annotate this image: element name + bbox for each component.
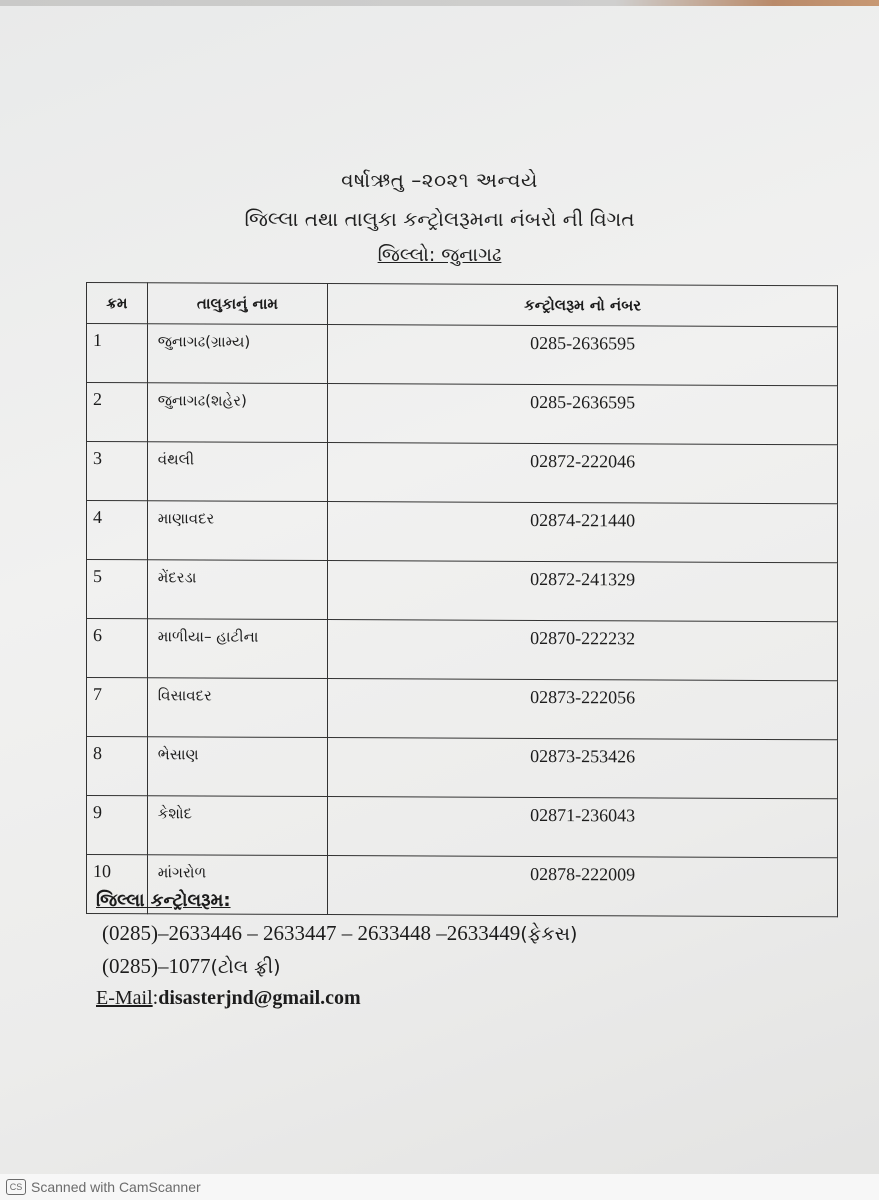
row-phone-number: 02872-222046 (328, 443, 838, 504)
control-room-table (86, 282, 838, 917)
fax-label: (ફેકસ) (520, 923, 578, 945)
table-row (87, 737, 838, 799)
scanner-text: Scanned with CamScanner (31, 1179, 201, 1195)
toll-free-number (102, 954, 856, 979)
table-row (87, 560, 838, 622)
table-body (87, 324, 838, 917)
camscanner-logo-icon: CS (6, 1179, 26, 1195)
email-line (96, 987, 856, 1010)
table-row (87, 678, 838, 740)
toll-free-label: (ટોલ ફ્રી) (210, 956, 281, 978)
row-serial: 6 (87, 619, 148, 678)
table-header-row (87, 283, 838, 327)
table-row (87, 383, 838, 445)
row-phone-number: 02872-241329 (328, 561, 838, 622)
row-taluka-name: વંથલી (147, 442, 327, 502)
top-edge-strip (0, 0, 879, 6)
row-taluka-name: ભેસાણ (147, 737, 327, 797)
email-separator: : (152, 987, 159, 1009)
row-phone-number: 02870-222232 (328, 620, 838, 681)
row-serial: 4 (87, 501, 148, 560)
scanner-watermark (0, 1174, 879, 1200)
row-taluka-name: જુનાગઢ(શહેર) (147, 383, 327, 443)
row-serial: 9 (87, 796, 148, 855)
district-label: જિલ્લો: જુનાગઢ (377, 244, 502, 266)
row-phone-number: 02878-222009 (328, 856, 838, 917)
row-taluka-name: મેંદરડા (147, 560, 327, 620)
table-row (87, 619, 838, 681)
phone-numbers-text: (0285)–2633446 – 2633447 – 2633448 –2633449 (102, 921, 521, 945)
district-phone-numbers (102, 921, 856, 946)
row-serial: 7 (87, 678, 148, 737)
table-row (87, 501, 838, 563)
district-control-room-section (96, 890, 856, 1018)
row-taluka-name: માળીયા– હાટીના (147, 619, 327, 679)
row-serial: 10 (87, 855, 148, 914)
document-subtitle: જિલ્લા તથા તાલુકા કન્ટ્રોલરૂમના નંબરો ની વિગત (244, 207, 635, 231)
row-serial: 1 (87, 324, 148, 383)
table-row (87, 324, 838, 386)
header-taluka-name: તાલુકાનું નામ (147, 283, 327, 325)
row-serial: 3 (87, 442, 148, 501)
row-phone-number: 02873-222056 (328, 679, 838, 740)
row-taluka-name: વિસાવદર (147, 678, 327, 738)
row-taluka-name: કેશોદ (147, 796, 327, 856)
header-control-room-number: કન્ટ્રોલરૂમ નો નંબર (328, 284, 838, 327)
row-taluka-name: માંગરોળ (147, 855, 327, 915)
row-phone-number: 02874-221440 (328, 502, 838, 563)
email-address[interactable]: disasterjnd@gmail.com (158, 987, 361, 1009)
table-row (87, 442, 838, 504)
row-taluka-name: માણાવદર (147, 501, 327, 561)
row-serial: 8 (87, 737, 148, 796)
footer-title: જિલ્લા કન્ટ્રોલરૂમ: (96, 890, 231, 911)
row-serial: 2 (87, 383, 148, 442)
row-serial: 5 (87, 560, 148, 619)
row-taluka-name: જુનાગઢ(ગ્રામ્ય) (147, 324, 327, 384)
row-phone-number: 02873-253426 (328, 738, 838, 799)
toll-free-text: (0285)–1077 (102, 954, 211, 978)
document-title: વર્ષાઋતુ –૨૦૨૧ અન્વયે (341, 168, 538, 192)
row-phone-number: 0285-2636595 (328, 325, 838, 386)
row-phone-number: 0285-2636595 (328, 384, 838, 445)
header-serial: ક્રમ (87, 283, 148, 324)
email-label: E-Mail (96, 987, 153, 1009)
row-phone-number: 02871-236043 (328, 797, 838, 858)
table-row (87, 796, 838, 858)
